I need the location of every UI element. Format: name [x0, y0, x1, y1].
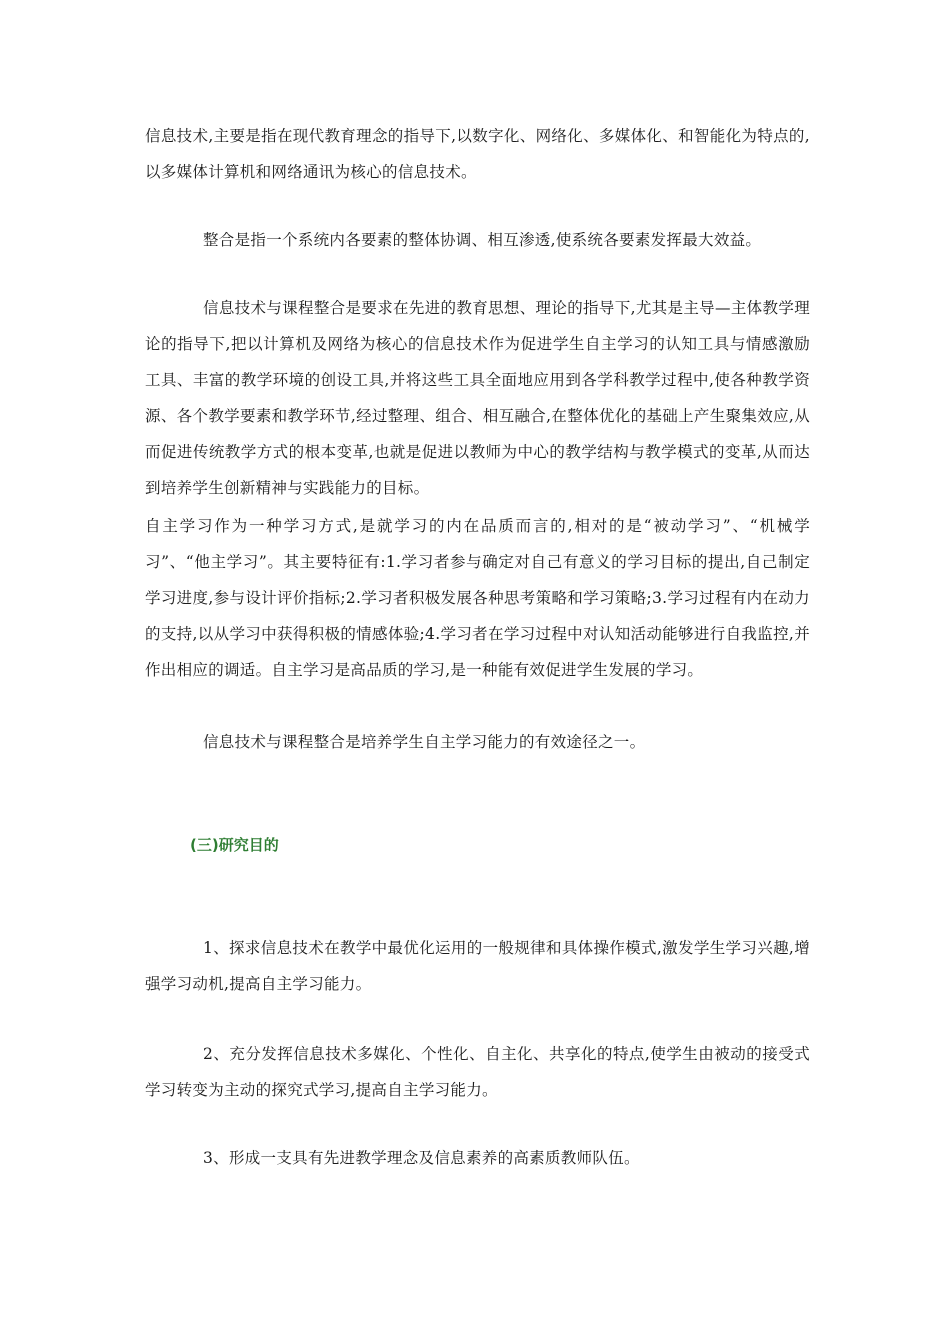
goal-item-3: 3、形成一支具有先进教学理念及信息素养的高素质教师队伍。: [203, 1149, 640, 1167]
paragraph-autonomous-learning: 自主学习作为一种学习方式,是就学习的内在品质而言的,相对的是“被动学习”、“机械学习”、“他主学习”。其主要特征有:1.学习者参与确定对自己有意义的学习目标的提出,自己制定学习进度,参与设计评价指标;2.学习者积极发展各种思考策略和学习策略;3.学习过程有内在动力的支持,以从学习中获得积极的情感体验;4.学习者在学习过程中对认知活动能够进行自我监控,并作出相应的调适。自主学习是高品质的学习,是一种能有效促进学生发展的学习。: [145, 517, 810, 679]
paragraph-information-technology-definition: 信息技术,主要是指在现代教育理念的指导下,以数字化、网络化、多媒体化、和智能化为特点的,以多媒体计算机和网络通讯为核心的信息技术。: [145, 127, 810, 181]
goal-item-2: 2、充分发挥信息技术多媒化、个性化、自主化、共享化的特点,使学生由被动的接受式学习转变为主动的探究式学习,提高自主学习能力。: [145, 1045, 810, 1099]
paragraph-curriculum-integration: 信息技术与课程整合是要求在先进的教育思想、理论的指导下,尤其是主导—主体教学理论的指导下,把以计算机及网络为核心的信息技术作为促进学生自主学习的认知工具与情感激励工具、丰富的教学环境的创设工具,并将这些工具全面地应用到各学科教学过程中,使各种教学资源、各个教学要素和教学环节,经过整理、组合、相互融合,在整体优化的基础上产生聚集效应,从而促进传统教学方式的根本变革,也就是促进以教师为中心的教学结构与教学模式的变革,从而达到培养学生创新精神与实践能力的目标。: [145, 299, 810, 497]
paragraph-effective-approach: 信息技术与课程整合是培养学生自主学习能力的有效途径之一。: [203, 733, 646, 751]
section-heading-research-goals: (三)研究目的: [190, 836, 279, 854]
goal-item-1: 1、探求信息技术在教学中最优化运用的一般规律和具体操作模式,激发学生学习兴趣,增强学习动机,提高自主学习能力。: [145, 939, 810, 993]
paragraph-integration-definition: 整合是指一个系统内各要素的整体协调、相互渗透,使系统各要素发挥最大效益。: [203, 231, 762, 249]
